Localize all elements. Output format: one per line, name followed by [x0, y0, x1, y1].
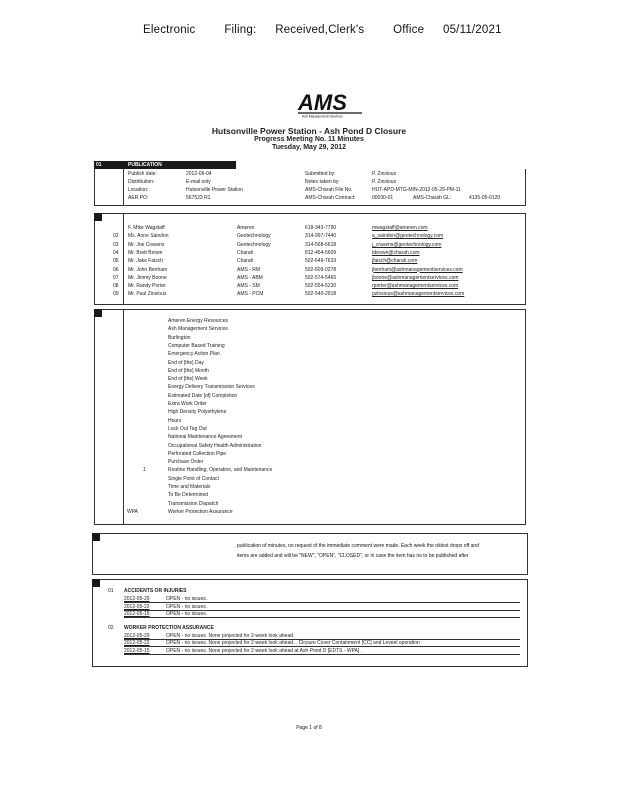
abbreviation-term: National Maintenance Agreement [168, 434, 242, 441]
pub-label-2: Submitted by: [305, 171, 336, 177]
entry-underline [124, 617, 520, 618]
entry-text: OPEN - no issues. [166, 603, 208, 610]
attendee-email: rporter@ashmanagementservices.com [372, 283, 459, 290]
pub-label-2: Notes taken by: [305, 179, 340, 185]
attendee-name: Mr. John Benham [128, 266, 168, 273]
entry-text: OPEN - no issues. [166, 611, 208, 617]
attendee-number: 02 [113, 233, 119, 240]
pub-label: AER PO: [128, 195, 149, 201]
abbreviation-term: End of [the] Month [168, 367, 209, 374]
attendee-number: 07 [113, 274, 119, 281]
entry-underline [124, 654, 520, 655]
entry-text: OPEN - no issues. [166, 596, 208, 602]
attendee-email: j_cravens@geotechnology.com [372, 241, 442, 248]
pub-label: Location: [128, 187, 149, 193]
attendee-name: Mr. Randy Porter [128, 283, 166, 290]
attendee-number: 06 [113, 266, 119, 273]
attendee-number: 04 [113, 249, 119, 256]
notice-line-1: publication of minutes, no request of the immediate comment were made. Each week the oldest drops off and [237, 543, 479, 549]
pub-value: E-mail only [186, 179, 211, 185]
section-02-divider [123, 213, 124, 304]
attendee-org: Geotechnology [237, 233, 271, 240]
section-01-heading: PUBLICATION [128, 162, 162, 168]
attendee-email: jfaisch@charah.com [372, 258, 418, 265]
stamp-electronic: Electronic [143, 24, 196, 36]
attendee-org: AMS - PCM [237, 291, 264, 298]
attendee-email: jbenham@ashmanagementservices.com [372, 266, 463, 273]
section-03-divider [123, 309, 124, 524]
attendee-name: Mr. Paul Zinsious [128, 291, 167, 298]
abbreviation-term: Purchase Order [168, 459, 204, 466]
pub-value: 567523 R1 [186, 195, 211, 201]
entry-text: OPEN - no issues. None projected for 2-week look ahead. [166, 632, 295, 639]
pub-value-2: P. Zinsious [372, 171, 397, 177]
pub-label-2: AMS-Charah File No. [305, 187, 353, 193]
section-03-frame [94, 309, 526, 525]
item-number: 01 [108, 588, 114, 594]
filing-stamp [143, 24, 502, 36]
attendee-name: Mr. Brett Brown [128, 249, 163, 256]
logo-text: AMS [298, 92, 347, 115]
last-abbreviation: WPA [127, 508, 139, 515]
entry-date: 2012-05-15 [124, 611, 150, 617]
document-subtitle: Progress Meeting No. 11 Minutes [254, 136, 364, 143]
attendee-phone: 502-540-2918 [305, 291, 337, 298]
attendee-name: Mr. Jake Faisch [128, 258, 164, 265]
entry-date: 2012-05-22 [124, 603, 150, 610]
attendee-phone: 812-454-5609 [305, 249, 337, 256]
stamp-received: Received,Clerk's [275, 24, 365, 36]
pub-value-2: HUT-APD-MTG-MIN-2012-05-29-PM-11 [372, 187, 461, 193]
section-05-marker [92, 579, 100, 587]
attendee-phone: 502-609-0278 [305, 266, 337, 273]
logo-tagline: Ash Management Services [302, 114, 343, 118]
abbreviation-term: Ameren Energy Resources [168, 318, 229, 324]
abbreviation-term: Routine Handling, Operation, and Maintenance [168, 467, 273, 474]
attendee-number: 05 [113, 258, 119, 265]
abbreviation-term: High Density Polyethylene [168, 409, 227, 416]
attendee-name: Mr. Jimmy Boone [128, 274, 167, 281]
pub-value-3: 4135-05-0120 [469, 195, 501, 201]
entry-date: 2012-05-29 [124, 596, 150, 602]
abbreviation-term: Perforated Collection Pipe [168, 450, 227, 457]
abbreviation-term: Lock Out Tag Out [168, 425, 207, 432]
ams-logo-graphic [296, 92, 366, 118]
attendee-phone: 502-574-5465 [305, 274, 337, 281]
attendee-org: Charah [237, 249, 254, 256]
abbreviation-term: Single Point of Contact [168, 475, 219, 482]
abbreviation-term: Extra Work Order [168, 401, 207, 407]
attendee-phone: 502-554-5230 [305, 283, 337, 290]
stamp-filing: Filing: [224, 24, 257, 36]
item-heading: ACCIDENTS OR INJURIES [124, 588, 187, 594]
attendee-email: pzinsious@ashmanagementservices.com [372, 291, 465, 298]
attendee-email: bbrown@charah.com [372, 249, 420, 256]
abbreviation-term: Estimated Date [of] Completion [168, 392, 238, 399]
abbreviation-term: Energy Delivery Transmission Services [168, 384, 255, 391]
abbreviation-term: Hours [168, 417, 182, 424]
pub-label: Publish date: [128, 171, 157, 177]
section-01-divider [123, 169, 124, 206]
entry-date: 2012-05-22 [124, 640, 150, 646]
abbreviation-term: End of [the] Day [168, 359, 204, 366]
abbreviation-term: Ash Management Services [168, 326, 228, 333]
abbreviation-term: Occupational Safety Health Administration [168, 442, 262, 449]
attendee-org: Ameren [237, 225, 255, 231]
item-heading: WORKER PROTECTION ASSURANCE [124, 624, 214, 631]
attendee-phone: 618-343-7790 [305, 225, 337, 231]
attendee-phone: 314-997-7440 [305, 233, 337, 240]
abbreviation-term: To Be Determined [168, 492, 209, 499]
pub-value-2: P. Zinsious [372, 179, 397, 185]
entry-date: 2012-05-15 [124, 647, 150, 654]
attendee-number: 03 [113, 241, 119, 248]
abbreviation-term: Time and Materials [168, 484, 211, 490]
pub-value: Hutsonville Power Station [186, 187, 243, 193]
ams-logo [296, 92, 366, 118]
pub-label: Distribution: [128, 179, 155, 185]
attendee-org: AMS - SM [237, 283, 260, 290]
pub-label-2: AMS-Charah Contract: [305, 195, 356, 201]
entry-text: OPEN - no issues. None projected for 2-week look ahead at Ash Pond D [EDTS - WPA]. [166, 647, 361, 654]
attendee-email: jboone@ashmanagementservices.com [372, 274, 459, 281]
attendee-email: mwagstaff@ameren.com [372, 225, 428, 231]
pub-value: 2012-06-04 [186, 171, 212, 177]
attendee-number: 09 [113, 291, 119, 298]
abbreviation-term: Computer Based Training [168, 342, 225, 349]
notice-line-2: items are added and will be "NEW", "OPEN", "CLOSED", or in case the item has no to be published after [237, 553, 469, 559]
page-number: Page 1 of 8 [296, 725, 322, 731]
pub-value-2: 00030-01 [372, 195, 394, 201]
abbreviation-term: Worker Protection Assurance [168, 508, 233, 515]
attendee-name: Mr. Joe Cravens [128, 241, 165, 248]
section-04-marker [92, 533, 100, 541]
document-date: Tuesday, May 29, 2012 [271, 144, 347, 151]
abbreviation-term: Burlington [168, 334, 191, 341]
section-03-marker [94, 309, 102, 317]
section-02-marker [94, 213, 102, 221]
section-01-bar [94, 161, 236, 169]
abbreviation-term: Emergency Action Plan [168, 351, 220, 358]
pub-label-3: AMS-Charah GL: [413, 195, 452, 201]
attendee-name: Ms. Anne Saindon [128, 233, 169, 240]
attendee-name: F. Mike Wagstaff [128, 225, 165, 231]
attendee-org: Geotechnology [237, 241, 271, 248]
attendee-org: AMS - RM [237, 266, 261, 273]
section-01-number: 01 [96, 162, 102, 168]
attendee-org: Charah [237, 258, 254, 265]
stamp-office: Office [393, 24, 425, 36]
abbreviation-term: End of [the] Week [168, 376, 208, 383]
stamp-date: 05/11/2021 [442, 24, 502, 36]
item-number: 02 [108, 624, 114, 631]
attendee-number: 08 [113, 283, 119, 290]
term-marker: 1 [143, 467, 146, 474]
document-title: Hutsonville Power Station - Ash Pond D Closure [211, 126, 407, 136]
entry-text: OPEN - no issues. None projected for 2-week look ahead... Closure Cover Containment [CC] and Leveel operation [166, 640, 420, 646]
attendee-email: a_saindon@geotechnology.com [372, 233, 444, 240]
abbreviation-term: Transmission Dispatch [168, 500, 219, 507]
attendee-org: AMS - ABM [237, 274, 263, 281]
attendee-phone: 314-568-6618 [305, 241, 337, 248]
attendee-phone: 502-649-7633 [305, 258, 337, 265]
entry-date: 2012-05-29 [124, 632, 150, 639]
